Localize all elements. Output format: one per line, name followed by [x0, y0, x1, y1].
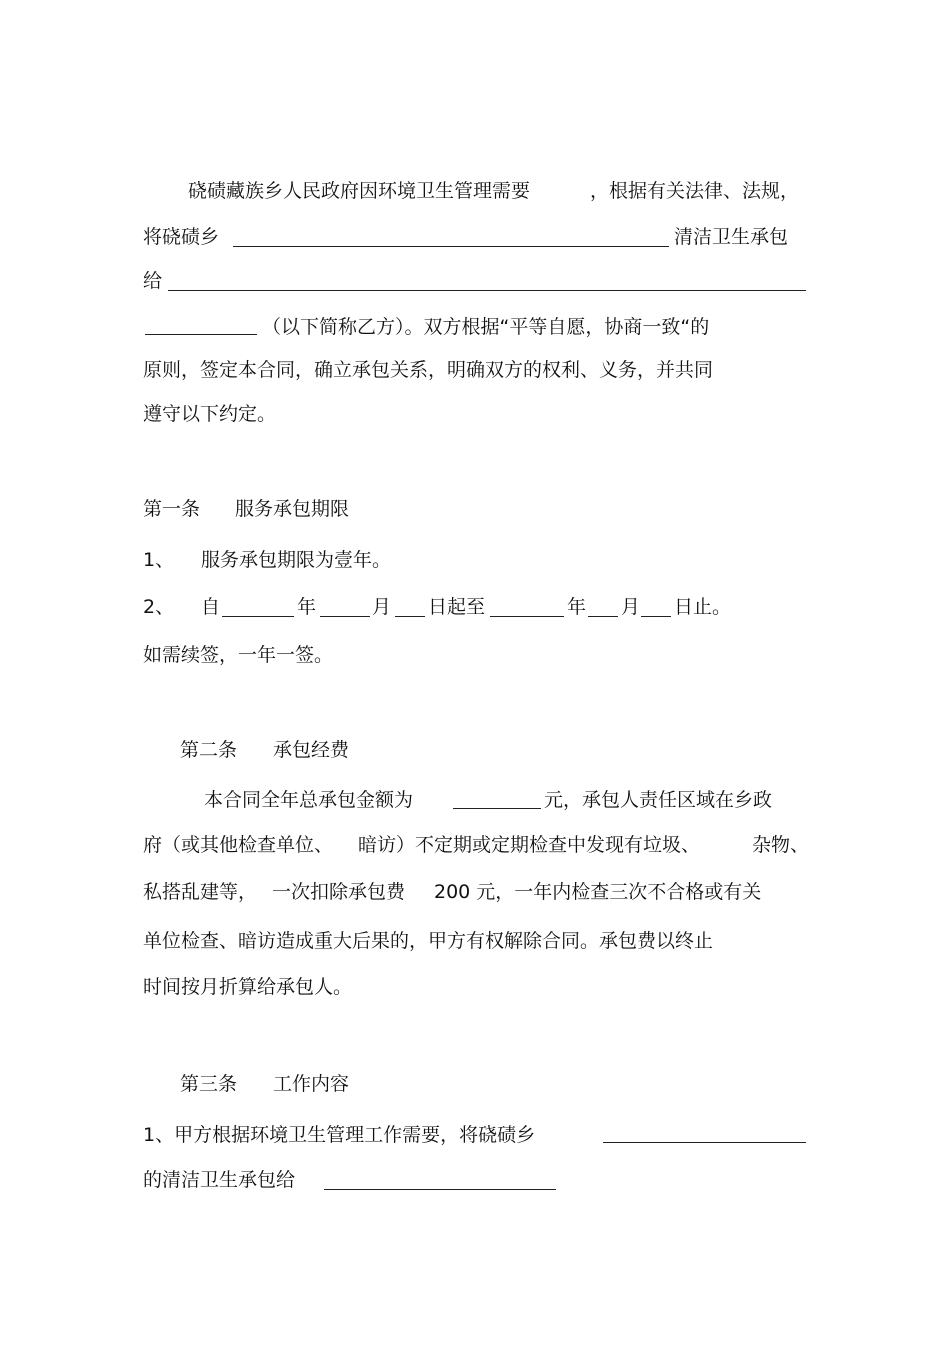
label-year-2: 年	[567, 596, 587, 618]
label-month-1: 月	[372, 596, 392, 618]
blank-total-amount	[453, 808, 541, 809]
preamble-line-2b: 清洁卫生承包	[674, 226, 789, 248]
preamble-line-3: 给	[143, 270, 163, 292]
blank-start-year	[222, 616, 294, 617]
article3-item1b: 的清洁卫生承包给	[143, 1169, 296, 1191]
article2-p4: 单位检查、暗访造成重大后果的，甲方有权解除合同。承包费以终止	[143, 930, 714, 952]
blank-party-b	[145, 334, 257, 335]
article1-item1: 服务承包期限为壹年。	[201, 549, 392, 571]
blank-area	[603, 1142, 806, 1143]
blank-assignee	[324, 1189, 556, 1190]
article2-title: 第二条	[180, 739, 238, 761]
blank-start-month	[320, 616, 370, 617]
article1-title: 第一条	[143, 498, 201, 520]
article2-p3a: 私搭乱建等，	[143, 881, 258, 903]
preamble-line-6: 遵守以下约定。	[143, 403, 277, 425]
article3-title: 第三条	[180, 1073, 238, 1095]
article2-p2b: 暗访）不定期或定期检查中发现有垃圾、	[358, 834, 701, 856]
preamble-line-4: （以下简称乙方）。双方根据“平等自愿，协商一致“的	[262, 316, 710, 338]
article1-heading: 服务承包期限	[235, 498, 350, 520]
article3-item1a: 1、甲方根据环境卫生管理工作需要，将硗碛乡	[143, 1124, 536, 1146]
preamble-text-1b: ，根据有关法律、法规，	[590, 180, 800, 202]
article1-from: 自	[201, 596, 221, 618]
preamble-line-5: 原则，签定本合同，确立承包关系，明确双方的权利、义务，并共同	[143, 359, 714, 381]
blank-contractor-name	[168, 290, 806, 291]
preamble-line-2a: 将硗碛乡	[143, 226, 220, 248]
article2-p3c: 200 元，一年内检查三次不合格或有关	[434, 881, 762, 903]
label-day-to: 日止。	[674, 596, 732, 618]
article2-heading: 承包经费	[273, 739, 350, 761]
blank-end-year	[490, 616, 564, 617]
article2-p1b: 元，承包人责任区域在乡政	[544, 789, 773, 811]
label-year-1: 年	[297, 596, 317, 618]
article1-item2-num: 2、	[143, 596, 175, 618]
article1-item1-num: 1、	[143, 549, 175, 571]
article3-heading: 工作内容	[273, 1073, 350, 1095]
article2-p5: 时间按月折算给承包人。	[143, 976, 353, 998]
blank-end-month	[588, 616, 618, 617]
blank-project-name	[233, 246, 669, 247]
blank-end-day	[641, 616, 671, 617]
article2-p2c: 杂物、	[752, 834, 810, 856]
article2-p2a: 府（或其他检查单位、	[143, 834, 334, 856]
article2-p1a: 本合同全年总承包金额为	[204, 789, 414, 811]
preamble-text-1: 硗碛藏族乡人民政府因环境卫生管理需要	[188, 180, 531, 202]
article2-p3b: 一次扣除承包费	[272, 881, 406, 903]
preamble-line-1	[188, 178, 530, 204]
preamble-line-1b	[590, 178, 799, 204]
blank-start-day	[395, 616, 425, 617]
article1-renew: 如需续签，一年一签。	[143, 644, 334, 666]
label-day-from: 日起至	[428, 596, 486, 618]
label-month-2: 月	[621, 596, 641, 618]
